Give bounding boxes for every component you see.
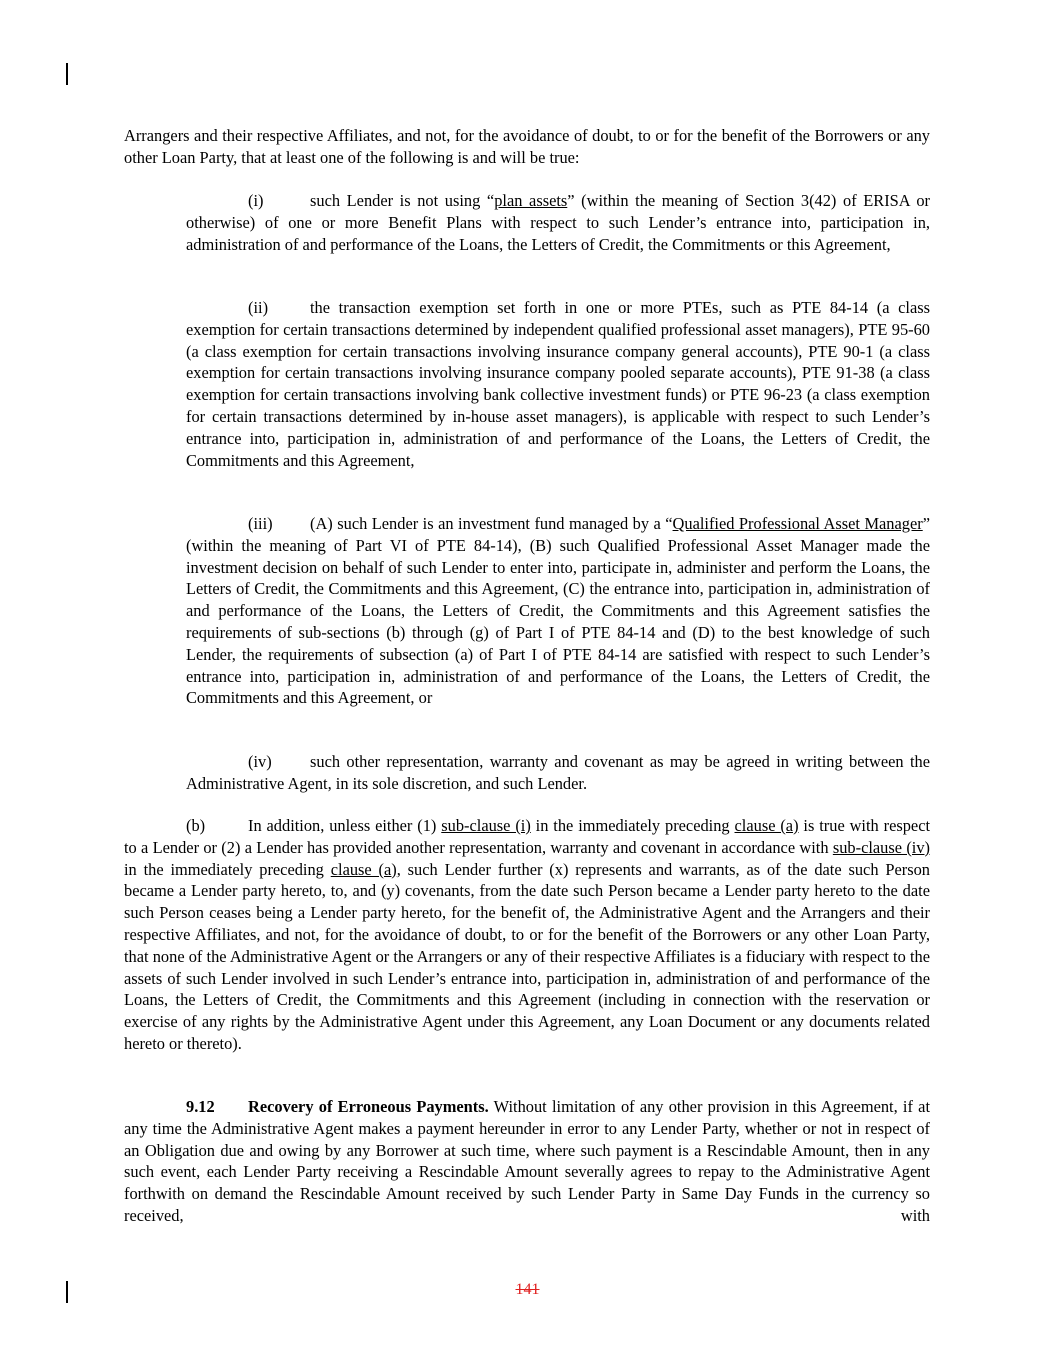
clause-ii: (ii) the transaction exemption set forth in one or more PTEs, such as PTE 84-14 (a class exemption for certain transactions determined by independent qualified professional asset managers), PTE 95-60 (a class exemption for certain transactions involving insurance company general accounts), PTE 90-1 (a class exemption for certain transactions involving insurance company pooled separate accounts), PTE 91-38 (a class exemption for certain transactions involving bank collective investment funds) or PTE 96-23 (a class exemption for certain transactions determined by in-house asset managers), is applicable with respect to such Lender’s entrance into, participation in, administration of and performance of the Loans, the Letters of Credit, the Commitments and this Agreement, [186,298,930,470]
clause-iii-label: (iii) [248,514,273,533]
cross-reference: clause (a) [330,859,397,879]
page-number: 141 [515,1281,540,1298]
intro-paragraph: Arrangers and their respective Affiliates, and not, for the avoidance of doubt, to or for the benefit of the Borrowers or any other Loan Party, that at least one of the following is and will be true: [124,126,930,167]
clause-iv-label: (iv) [248,752,272,771]
clause-iv: (iv) such other representation, warranty and covenant as may be agreed in writing between the Administrative Agent, in its sole discretion, and such Lender. [186,752,930,793]
section-number: 9.12 [186,1097,215,1116]
clause-b: (b) In addition, unless either (1) sub-clause (i) in the immediately preceding clause (a) is true with respect to a Lender or (2) a Lender has provided another representation, warranty and covenant in accordance with sub-clause (iv) in the immediately preceding clause (a), such Lender further (x) represents and warrants, as of the date such Person became a Lender party hereto, to, and (y) covenants, from the date such Person became a Lender party hereto to the date such Person ceases being a Lender party hereto, for the benefit of, the Administrative Agent and the Arrangers and their respective Affiliates, and not, for the avoidance of doubt, to or for the benefit of the Borrowers or any other Loan Party, that none of the Administrative Agent or the Arrangers or any of their respective Affiliates is a fiduciary with respect to the assets of such Lender involved in such Lender’s entrance into, participation in, administration of and performance of the Loans, the Letters of Credit, the Commitments and this Agreement (including in connection with the reservation or exercise of any rights by the Administrative Agent under this Agreement, any Loan Document or any documents related hereto or thereto). [124,816,931,1053]
section-9-12: 9.12 Recovery of Erroneous Payments. Without limitation of any other provision in this Agreement, if at any time the Administrative Agent makes a payment hereunder in error to any Lender Party, whether or not in respect of an Obligation due and owing by any Borrower at such time, where such payment is a Rescindable Amount, then in any such event, each Lender Party receiving a Rescindable Amount severally agrees to repay to the Administrative Agent forthwith on demand the Rescindable Amount received by such Lender Party in Same Day Funds in the currency so received, with [124,1097,931,1225]
cross-reference: sub-clause (iv) [832,837,930,857]
clause-iii: (iii) (A) such Lender is an investment fund managed by a “Qualified Professional Asset Manager” (within the meaning of Part VI of PTE 84-14), (B) such Qualified Professional Asset Manager made the investment decision on behalf of such Lender to enter into, participate in, administer and perform the Loans, the Letters of Credit, the Commitments and this Agreement, (C) the entrance into, participation in, administration of and performance of the Loans, the Letters of Credit, the Commitments and this Agreement satisfies the requirements of sub-sections (b) through (g) of Part I of PTE 84-14 and (D) to the best knowledge of such Lender, the requirements of subsection (a) of Part I of PTE 84-14 are satisfied with respect to such Lender’s entrance into, participation in, administration of and performance of the Loans, the Letters of Credit, the Commitments and this Agreement, or [186,514,930,708]
clause-i-label: (i) [248,191,264,210]
clause-i: (i) such Lender is not using “plan assets” (within the meaning of Section 3(42) of ERISA or otherwise) of one or more Benefit Plans with respect to such Lender’s entrance into, participation in, administration of and performance of the Loans, the Letters of Credit, the Commitments or this Agreement, [186,191,930,254]
change-bar-top [66,63,68,85]
clause-b-label: (b) [186,816,206,835]
defined-term: plan assets [494,191,568,210]
cross-reference: clause (a) [734,816,799,835]
section-heading: Recovery of Erroneous Payments. [248,1097,489,1116]
clause-ii-label: (ii) [248,298,269,317]
defined-term: Qualified Professional Asset Manager [672,514,923,533]
cross-reference: sub-clause (i) [441,816,531,835]
